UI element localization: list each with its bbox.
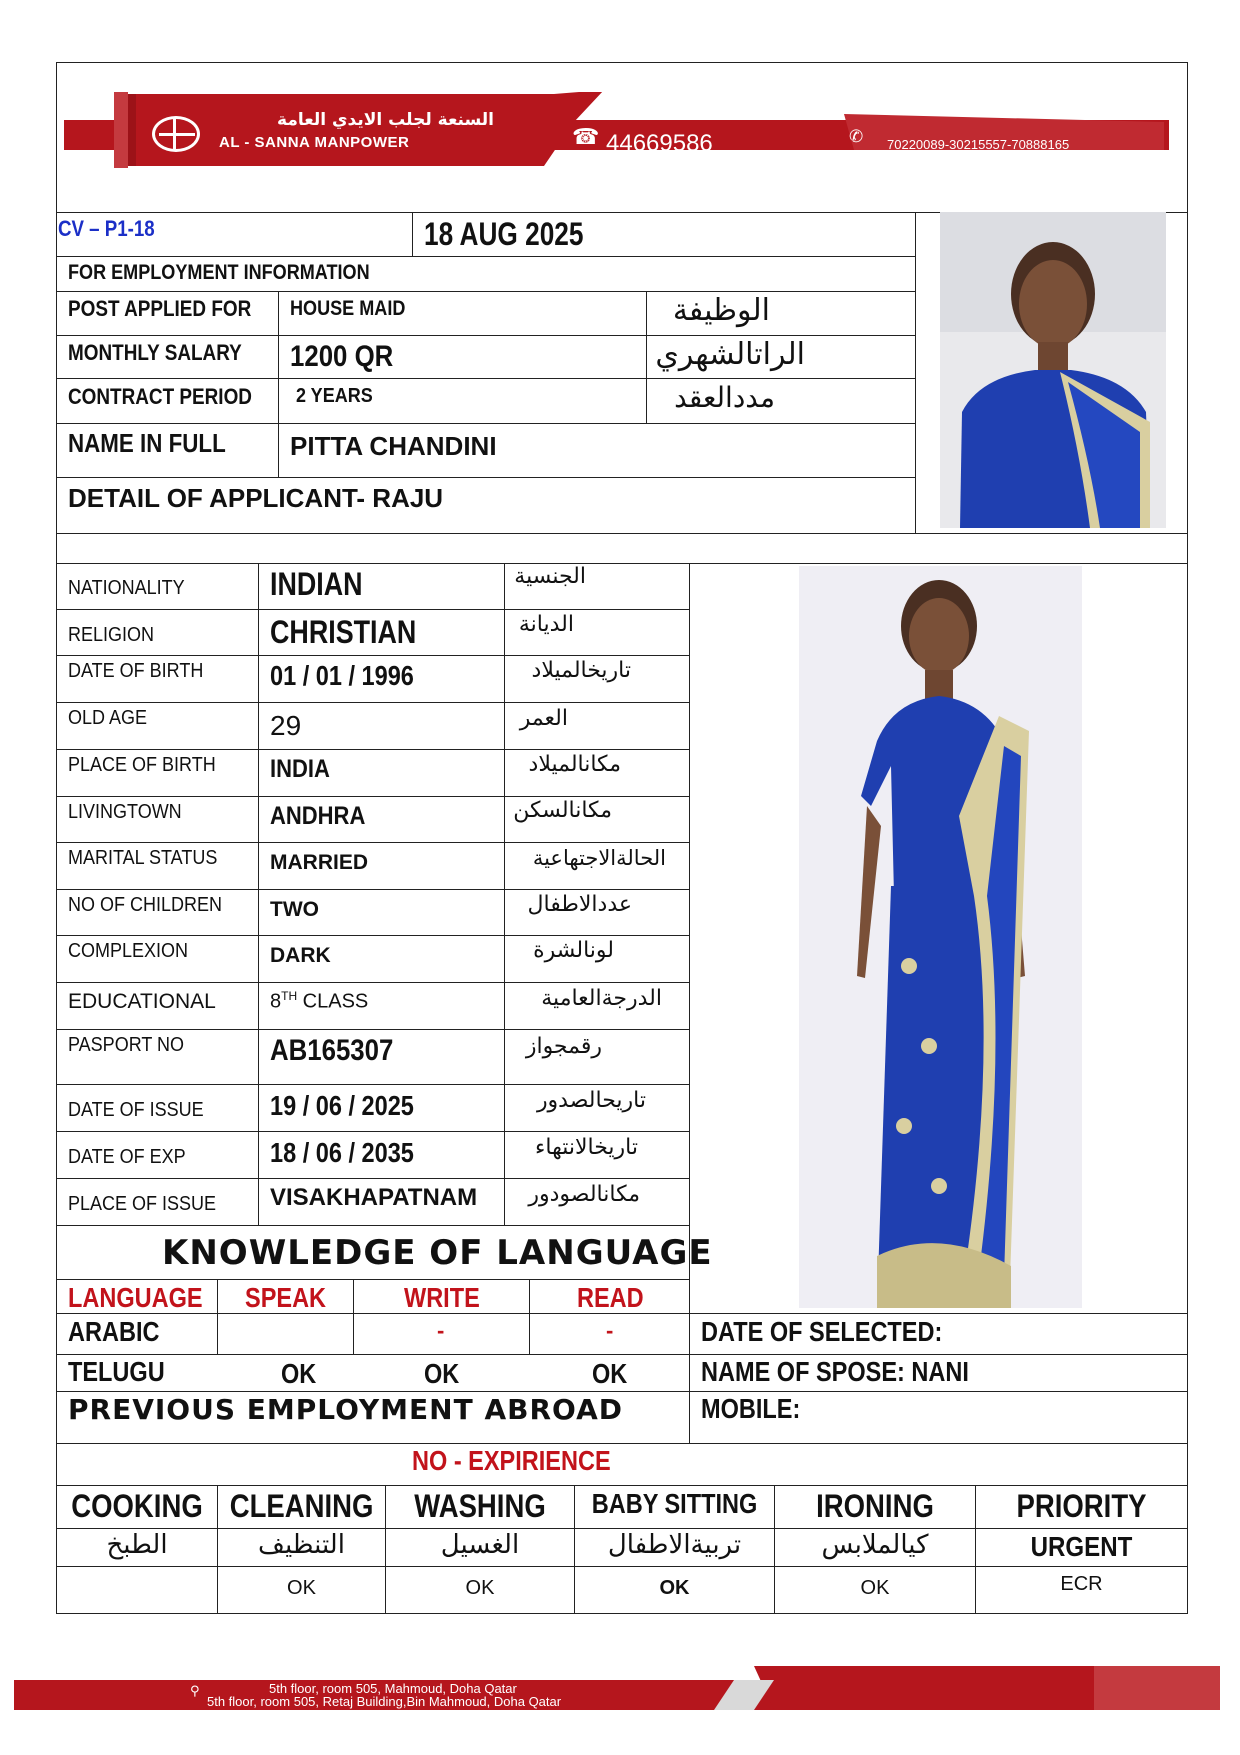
issue-place-label: PLACE OF ISSUE — [68, 1193, 217, 1215]
religion-arabic: الديانة — [518, 612, 574, 637]
applicant-photo-small — [940, 212, 1166, 528]
telugu-write: OK — [424, 1358, 460, 1389]
expiry-date-value: 18 / 06 / 2035 — [270, 1137, 414, 1168]
mobile-icon: ✆ — [849, 127, 864, 146]
contract-period-value: 2 YEARS — [296, 385, 373, 407]
age-value: 29 — [270, 710, 302, 741]
priority-value: URGENT — [1030, 1531, 1133, 1562]
cv-date: 18 AUG 2025 — [424, 216, 584, 252]
skill-arabic-cleaning: التنظيف — [258, 1530, 345, 1560]
footer-address-line2: 5th floor, room 505, Retaj Building,Bin Mahmoud, Doha Qatar — [207, 1694, 562, 1709]
telugu-language-label: TELUGU — [68, 1356, 165, 1387]
skill-header-baby-sitting: BABY SITTING — [591, 1488, 758, 1519]
children-arabic: عددالاطفال — [527, 892, 632, 917]
complexion-label: COMPLEXION — [68, 940, 189, 962]
complexion-arabic: لونالشرة — [533, 938, 614, 963]
language-header-read: READ — [577, 1282, 644, 1313]
dob-value: 01 / 01 / 1996 — [270, 660, 414, 691]
expiry-date-arabic: تاريخالانتهاء — [535, 1135, 638, 1160]
education-grade: 8 — [270, 990, 282, 1013]
language-header-speak: SPEAK — [245, 1282, 327, 1313]
education-grade-suffix: TH — [281, 989, 298, 1003]
religion-label: RELIGION — [68, 624, 155, 646]
living-town-value: ANDHRA — [270, 802, 366, 830]
skill-value-priority: ECR — [1060, 1573, 1103, 1595]
full-name-label: NAME IN FULL — [68, 428, 226, 458]
living-town-arabic: مكانالسكن — [513, 798, 612, 823]
post-applied-label: POST APPLIED FOR — [68, 296, 252, 321]
age-arabic: العمر — [519, 706, 568, 731]
skill-value-ironing: OK — [860, 1577, 890, 1599]
passport-value: AB165307 — [270, 1034, 394, 1067]
skill-header-priority: PRIORITY — [1016, 1488, 1147, 1524]
education-arabic: الدرجةالعامية — [541, 986, 662, 1011]
education-value — [270, 990, 368, 1012]
monthly-salary-label: MONTHLY SALARY — [68, 340, 242, 365]
nationality-value: INDIAN — [270, 566, 363, 602]
dob-label: DATE OF BIRTH — [68, 660, 204, 682]
passport-arabic: رقمجواز — [525, 1034, 602, 1059]
monthly-salary-value: 1200 QR — [290, 340, 394, 373]
post-applied-arabic: الوظيفة — [672, 293, 770, 328]
spouse-name: NAME OF SPOSE: NANI — [701, 1356, 969, 1387]
skill-header-cooking: COOKING — [71, 1488, 203, 1524]
dob-arabic: تاريخالميلاد — [531, 658, 631, 683]
living-town-label: LIVINGTOWN — [68, 801, 182, 823]
children-label: NO OF CHILDREN — [68, 894, 223, 916]
religion-value: CHRISTIAN — [270, 614, 417, 650]
cv-reference: CV – P1-18 — [58, 216, 155, 241]
full-name-value: PITTA CHANDINI — [290, 431, 497, 461]
telugu-speak: OK — [281, 1358, 317, 1389]
company-name-english: AL - SANNA MANPOWER — [219, 134, 410, 151]
mobile-label: MOBILE: — [701, 1393, 801, 1424]
language-header-write: WRITE — [404, 1282, 480, 1313]
phone-number: 44669586 — [606, 130, 713, 157]
arabic-language-label: ARABIC — [68, 1316, 160, 1347]
skill-arabic-cooking: الطبخ — [106, 1530, 168, 1560]
applicant-detail: DETAIL OF APPLICANT- RAJU — [68, 483, 444, 513]
contract-period-label: CONTRACT PERIOD — [68, 384, 252, 409]
skill-value-cleaning: OK — [287, 1577, 316, 1599]
issue-date-label: DATE OF ISSUE — [68, 1099, 204, 1121]
previous-employment-title: PREVIOUS EMPLOYMENT ABROAD — [68, 1393, 623, 1426]
post-applied-value: HOUSE MAID — [290, 297, 406, 320]
footer-banner — [14, 1666, 1220, 1710]
location-pin-icon: ⚲ — [190, 1683, 200, 1698]
marital-arabic: الحالةالاجتهاعية — [532, 846, 666, 870]
contract-period-arabic: مددالعقد — [674, 381, 775, 414]
marital-label: MARITAL STATUS — [68, 847, 218, 869]
education-class: CLASS — [297, 990, 369, 1013]
place-birth-label: PLACE OF BIRTH — [68, 754, 216, 776]
language-header-language: LANGUAGE — [68, 1282, 203, 1313]
phone-icon: ☎ — [572, 124, 600, 149]
nationality-label: NATIONALITY — [68, 577, 185, 599]
telugu-read: OK — [592, 1358, 628, 1389]
company-name-arabic: السنعة لجلب الايدي العامة — [277, 110, 494, 130]
skill-arabic-ironing: كيالملابس — [821, 1530, 929, 1560]
nationality-arabic: الجنسية — [514, 564, 586, 589]
skill-header-ironing: IRONING — [816, 1488, 934, 1524]
children-value: TWO — [270, 898, 319, 921]
arabic-write: - — [437, 1318, 445, 1343]
language-title: KNOWLEDGE OF LANGUAGE — [162, 1233, 713, 1273]
age-label: OLD AGE — [68, 707, 148, 729]
skill-arabic-baby-sitting: تربيةالاطفال — [607, 1530, 742, 1560]
complexion-value: DARK — [270, 944, 331, 967]
skill-value-baby-sitting: OK — [659, 1577, 690, 1599]
education-label: EDUCATIONAL — [68, 990, 216, 1013]
mobile-numbers: 70220089-30215557-70888165 — [887, 137, 1070, 152]
skill-header-cleaning: CLEANING — [229, 1488, 374, 1524]
place-birth-value: INDIA — [270, 755, 330, 783]
issue-date-value: 19 / 06 / 2025 — [270, 1090, 414, 1121]
passport-label: PASPORT NO — [68, 1034, 185, 1056]
expiry-date-label: DATE OF EXP — [68, 1146, 186, 1168]
skill-value-washing: OK — [465, 1577, 495, 1599]
previous-employment-value: NO - EXPIRIENCE — [412, 1445, 611, 1476]
issue-place-value: VISAKHAPATNAM — [270, 1184, 478, 1211]
issue-place-arabic: مكانالصودور — [528, 1182, 640, 1207]
date-selected-label: DATE OF SELECTED: — [701, 1316, 943, 1347]
marital-value: MARRIED — [270, 851, 368, 874]
issue-date-arabic: تاريحالصدور — [536, 1088, 646, 1113]
applicant-photo-full — [799, 566, 1082, 1308]
place-birth-arabic: مكانالميلاد — [528, 752, 621, 777]
skill-arabic-washing: الغسيل — [440, 1530, 520, 1560]
arabic-read: - — [606, 1318, 614, 1343]
employment-info-title: FOR EMPLOYMENT INFORMATION — [68, 261, 370, 284]
monthly-salary-arabic: الراتالشهري — [655, 337, 805, 372]
footer-address-line1: 5th floor, room 505, Mahmoud, Doha Qatar — [269, 1681, 517, 1696]
skill-header-washing: WASHING — [414, 1488, 546, 1524]
